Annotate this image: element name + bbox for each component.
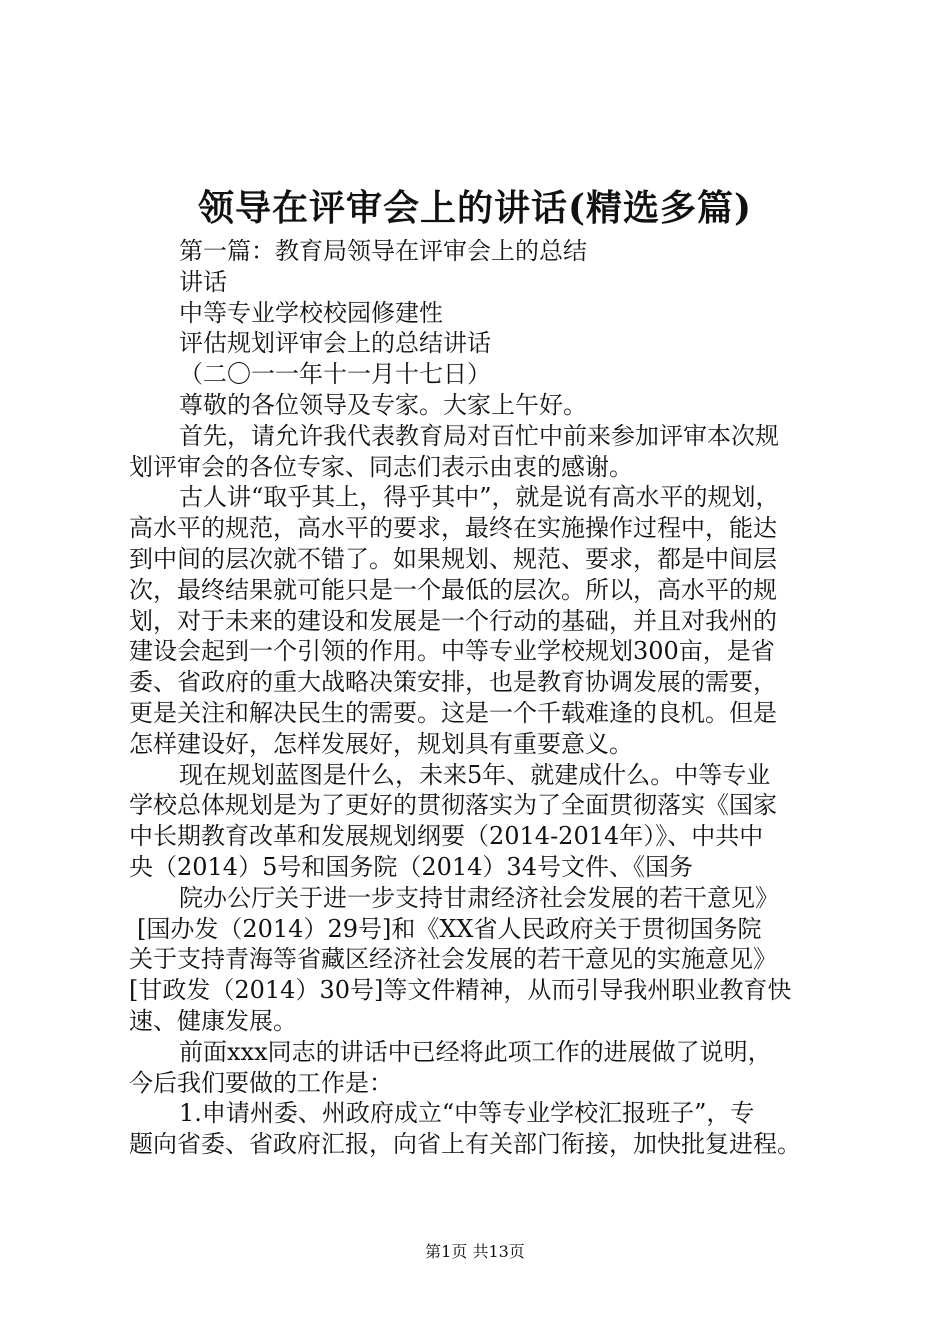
document-body — [129, 236, 841, 1160]
body-line: 委、省政府的重大战略决策安排，也是教育协调发展的需要， — [129, 668, 777, 697]
body-line: 高水平的规范，高水平的要求，最终在实施操作过程中，能达 — [129, 514, 777, 543]
body-line: 中等专业学校校园修建性 — [179, 298, 443, 327]
body-line: （二〇一一年十一月十七日） — [179, 360, 491, 389]
body-line: 央（2014）5号和国务院（2014）34号文件、《国务 — [129, 852, 693, 881]
body-line: 第一篇：教育局领导在评审会上的总结 — [179, 237, 587, 265]
body-line: 讲话 — [179, 267, 227, 296]
body-line: 题向省委、省政府汇报，向省上有关部门衔接，加快批复进程。 — [129, 1130, 801, 1159]
body-line: 关于支持青海等省藏区经济社会发展的若干意见的实施意见》 — [129, 945, 777, 974]
body-line: 怎样建设好，怎样发展好，规划具有重要意义。 — [129, 729, 633, 758]
body-line: [国办发（2014）29号]和《XX省人民政府关于贯彻国务院 — [137, 914, 762, 943]
body-line: 院办公厅关于进一步支持甘肃经济社会发展的若干意见》 — [179, 883, 779, 912]
document-title: 领导在评审会上的讲话(精选多篇) — [197, 187, 753, 229]
body-line: 评估规划评审会上的总结讲话 — [179, 329, 491, 358]
body-line: 今后我们要做的工作是： — [129, 1068, 393, 1097]
body-line: 划，对于未来的建设和发展是一个行动的基础，并且对我州的 — [129, 606, 777, 635]
body-line: 首先，请允许我代表教育局对百忙中前来参加评审本次规 — [179, 421, 779, 450]
body-line: 现在规划蓝图是什么，未来5年、就建成什么。中等专业 — [179, 760, 771, 789]
body-line: 到中间的层次就不错了。如果规划、规范、要求，都是中间层 — [129, 544, 777, 573]
page-footer: 第1页 共13页 — [425, 1242, 525, 1261]
body-line: 次，最终结果就可能只是一个最低的层次。所以，高水平的规 — [129, 575, 777, 604]
body-line: 建设会起到一个引领的作用。中等专业学校规划300亩，是省 — [129, 637, 775, 666]
body-line: 学校总体规划是为了更好的贯彻落实为了全面贯彻落实《国家 — [129, 791, 777, 820]
body-line: 更是关注和解决民生的需要。这是一个千载难逢的良机。但是 — [129, 698, 777, 727]
body-line: 1.申请州委、州政府成立“中等专业学校汇报班子”，专 — [179, 1099, 755, 1128]
body-line: [甘政发（2014）30号]等文件精神，从而引导我州职业教育快 — [129, 976, 792, 1005]
body-line: 前面xxx同志的讲话中已经将此项工作的进展做了说明， — [179, 1037, 772, 1066]
body-line: 划评审会的各位专家、同志们表示由衷的感谢。 — [129, 452, 633, 481]
body-line: 速、健康发展。 — [129, 1006, 297, 1035]
body-line: 中长期教育改革和发展规划纲要（2014-2014年）》、中共中 — [129, 822, 764, 851]
body-line: 古人讲“取乎其上，得乎其中”，就是说有高水平的规划， — [179, 483, 780, 512]
body-line: 尊敬的各位领导及专家。大家上午好。 — [179, 390, 587, 419]
